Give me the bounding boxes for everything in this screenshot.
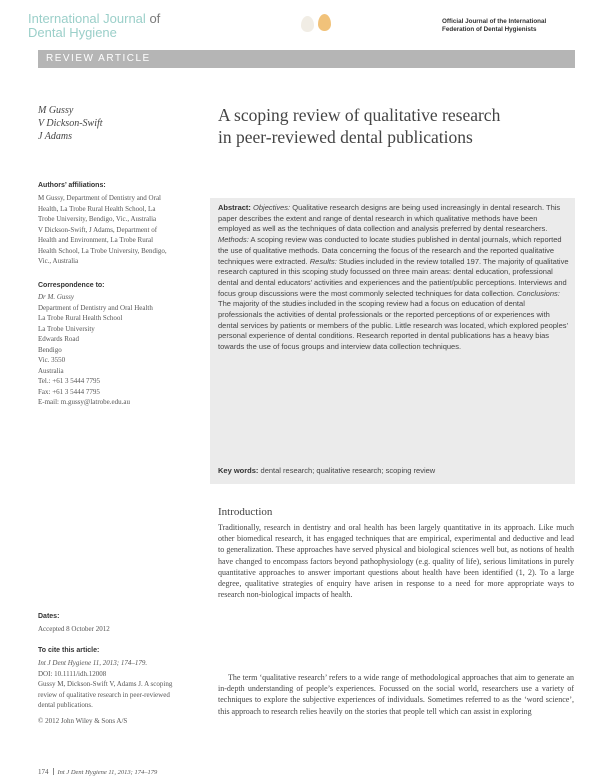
citation-line: Gussy M, Dickson-Swift V, Adams J. A scoping <box>38 680 173 688</box>
correspondence-email[interactable]: E-mail: m.gussy@latrobe.edu.au <box>38 398 130 406</box>
affiliation-line: Trobe University, Bendigo, Vic., Australia <box>38 215 157 223</box>
accepted-date: Accepted 8 October 2012 <box>38 625 110 633</box>
egg-logo-icon-yolk <box>318 14 331 31</box>
official-journal-note <box>442 18 582 34</box>
correspondence-line: La Trobe University <box>38 324 95 333</box>
keywords-text: dental research; qualitative research; scoping review <box>260 466 436 475</box>
page-footer <box>38 768 157 776</box>
correspondence-line: Vic. 3550 <box>38 356 66 364</box>
correspondence-line: La Trobe Rural Health School <box>38 314 123 322</box>
correspondence-line: Department of Dentistry and Oral Health <box>38 303 153 312</box>
correspondence-line: Tel.: +61 3 5444 7795 <box>38 377 100 385</box>
affiliations-heading: Authors’ affiliations: <box>38 182 106 189</box>
journal-logo <box>28 12 188 40</box>
egg-logo-icon <box>301 16 314 32</box>
abstract-text <box>218 203 570 353</box>
official-line1: Official Journal of the International <box>442 18 547 25</box>
citation-text <box>38 658 200 711</box>
journal-name-line1: International Journal <box>28 11 146 26</box>
introduction-heading: Introduction <box>218 506 273 518</box>
correspondence-line: Fax: +61 3 5444 7795 <box>38 387 100 396</box>
affiliation-line: Health School, La Trobe University, Bendigo, <box>38 246 167 255</box>
correspondence-heading: Correspondence to: <box>38 282 105 289</box>
citation-line: Int J Dent Hygiene 11, 2013; 174–179. <box>38 659 148 667</box>
affiliation-line: V Dickson-Swift, J Adams, Department of <box>38 225 158 234</box>
page-number: 174 <box>38 768 49 776</box>
cite-heading: To cite this article: <box>38 647 100 654</box>
keywords-label: Key words: <box>218 466 259 475</box>
copyright-notice: © 2012 John Wiley & Sons A/S <box>38 717 128 725</box>
correspondence-text <box>38 292 200 408</box>
doi-link[interactable]: DOI: 10.1111/idh.12008 <box>38 669 107 678</box>
article-type-label: REVIEW ARTICLE <box>46 53 151 64</box>
keywords <box>218 466 570 475</box>
conclusions-text: The majority of the studies included in the scoping review had a focus on education of dental professionals the activities of dental professionals or the reported perceptions of or experiences with dental services by patients or members of the public. Little research was located, which explored peoples’ personal experience of dental conditions. Research reported in dental publications has a heavy bias towards the use of focus groups and interview data collection techniques. <box>218 299 568 352</box>
citation-line: review of qualitative research in peer-reviewed <box>38 690 170 699</box>
abstract-label: Abstract: <box>218 203 251 212</box>
correspondence-line: Edwards Road <box>38 335 80 343</box>
author-name: M Gussy <box>38 105 74 116</box>
body-paragraph: The term ‘qualitative research’ refers to a wide range of methodological approaches that aim to generate an in-depth understanding of people’s experiences. Focussed on the social world, researchers use a variety of techniques to explore the subjective experiences of individuals. Sometimes referred to as the ‘word science’, this approach to research relies heavily on the stories that people tell which can assist in exploring <box>218 673 574 716</box>
methods-label: Methods: <box>218 235 249 245</box>
methods-text: A scoping review was conducted to locate studies published in dental journals, which reported the use of qualitative methods. Data concerning the focus of the research and the reported qualitative techniques were extracted. <box>218 235 562 266</box>
results-label: Results: <box>309 256 337 266</box>
footer-citation: Int J Dent Hygiene 11, 2013; 174–179 <box>57 769 158 776</box>
affiliation-line: Health, La Trobe Rural Health School, La <box>38 204 156 213</box>
affiliation-line: Health and Environment, La Trobe Rural <box>38 236 154 244</box>
author-name: J Adams <box>38 131 72 142</box>
correspondence-line: Australia <box>38 366 64 375</box>
article-title: A scoping review of qualitative research in peer-reviewed dental publications <box>218 105 501 147</box>
affiliations-text <box>38 193 200 267</box>
official-line2: Federation of Dental Hygienists <box>442 26 537 33</box>
conclusions-label: Conclusions: <box>516 288 560 298</box>
citation-line: dental publications. <box>38 701 93 709</box>
dates-heading: Dates: <box>38 613 60 620</box>
article-type-banner <box>38 50 575 68</box>
correspondence-line: Bendigo <box>38 345 62 354</box>
author-name: V Dickson-Swift <box>38 118 103 129</box>
objectives-text: Qualitative research designs are being used increasingly in dental research. This paper describes the extent and range of dental research in which qualitative methods have been employed as well as the techniques of data collection and analysis preferred by dental researchers. <box>218 203 561 234</box>
affiliation-line: Vic., Australia <box>38 257 79 265</box>
journal-name-of: of <box>149 11 161 26</box>
author-list <box>38 104 188 143</box>
footer-divider <box>53 768 54 775</box>
objectives-label: Objectives: <box>253 203 291 212</box>
correspondence-line: Dr M. Gussy <box>38 293 74 301</box>
results-text: Studies included in the review totalled 197. The majority of qualitative research captured in this scoping study focussed on three main areas: dental education, professional dental and dental educators’ activities and experiences and the patient/public perceptions. Interviews and focus group discussions were the most commonly selected techniques for data collection. <box>218 256 569 298</box>
body-paragraph: Traditionally, research in dentistry and oral health has been largely quantitative in its approach. Like much other biomedical research, it has engaged techniques that are empirical, experimental and deductive and lead to generalization. These approaches have served physical and biological sciences well but, as notions of health have changed to encompass factors beyond pathophysiology (e.g. quality of life), serious limitations in purely quantitative approaches to answer important questions about health have been identified (1, 2). To a large degree, qualitative strategies of enquiry have arisen in response to a need for more appropriate ways to research non-biological impacts of health. <box>218 523 574 600</box>
journal-name-line2: Dental Hygiene <box>28 25 117 40</box>
affiliation-line: M Gussy, Department of Dentistry and Oral <box>38 194 161 202</box>
